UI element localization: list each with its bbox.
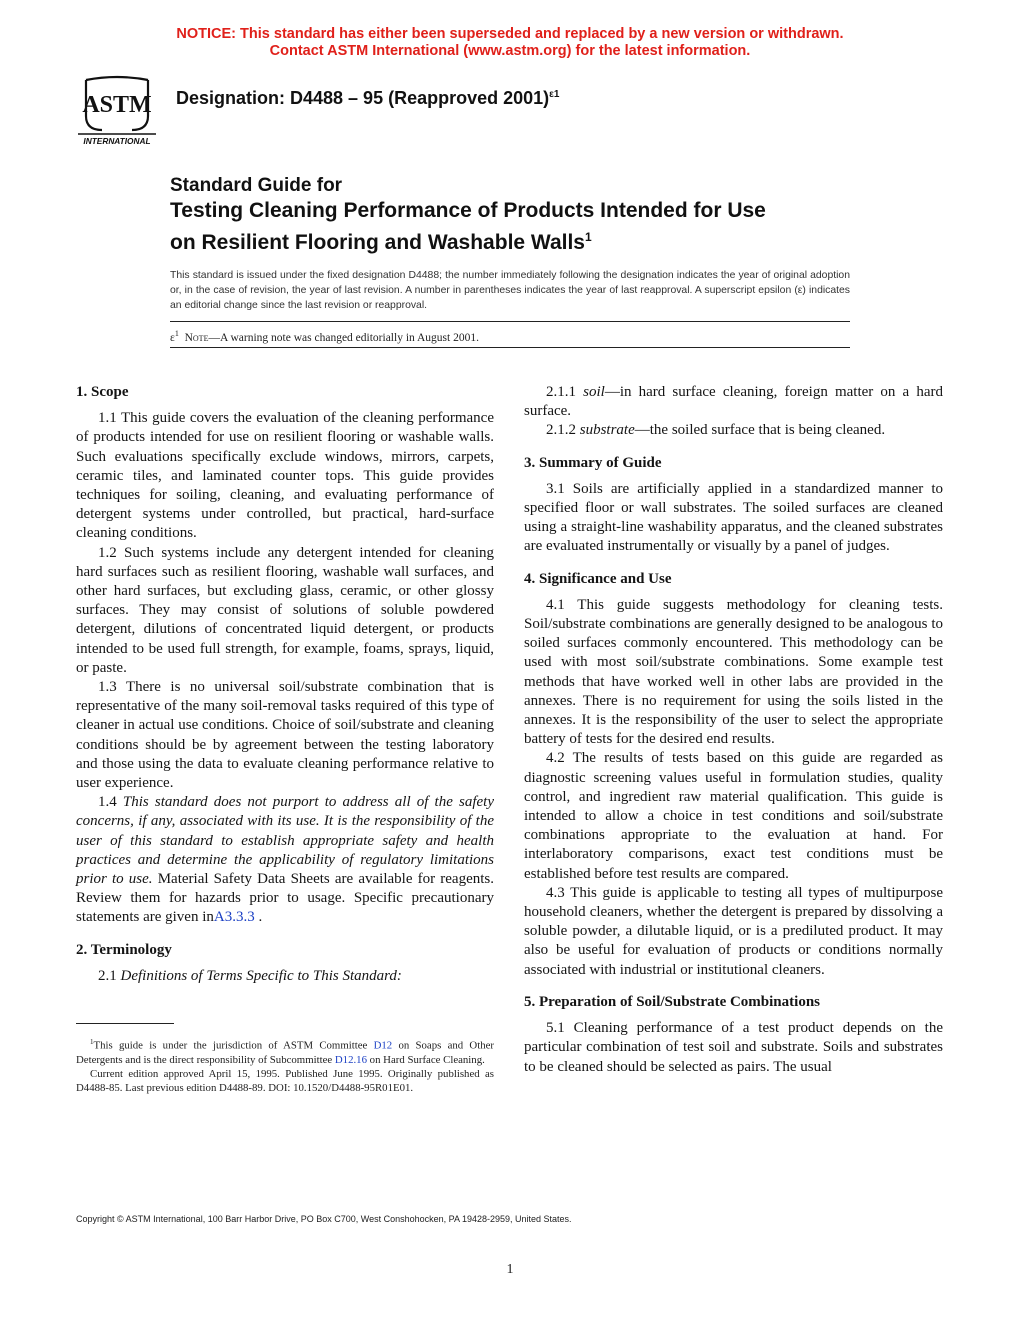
left-column — [76, 383, 494, 986]
para-3-1: 3.1 Soils are artificially applied in a standardized manner to specified floor or wall substrates. The soiled surfaces are cleaned using a straight-line washability apparatus, and the cleaned substrates are evaluated instrumentally or visually by a panel of judges. — [524, 480, 943, 555]
notice-line-2: Contact ASTM International (www.astm.org) for the latest information. — [269, 43, 751, 59]
para-1-2: 1.2 Such systems include any detergent intended for cleaning hard surfaces such as resilient flooring, washable wall surfaces, and other hard surfaces, but excluding glass, ceramic, or other glossy surfaces. They may consist of solutions of soluble powdered detergent, dilutions of concentrated liquid detergent, or products intended to be used full strength, for example, foams, sprays, liquid, or paste. — [76, 544, 494, 676]
footnote-rule — [76, 1023, 174, 1024]
para-4-2: 4.2 The results of tests based on this guide are regarded as diagnostic screening values useful in formulation studies, quality control, and ingredient raw material qualification. This guide is intended to allow a choice in test conditions and soil/substrate combinations appropriate to the evaluation at hand. For interlaboratory comparisons, exact test conditions must be established before test results are compared. — [524, 750, 943, 882]
divider-bottom — [170, 347, 850, 348]
para-2-1-1: 2.1.1 soil—in hard surface cleaning, foreign matter on a hard surface. — [524, 384, 944, 420]
footnote-1: $^1$This guide is under the jurisdiction of ASTM Committee D12 on Soaps and Other Detergents and is the direct responsibility of Subcommittee D12.16 on Hard Surface Cleaning. — [76, 1038, 494, 1066]
para-2-1-2: 2.1.2 substrate—the soiled surface that is being cleaned. — [546, 422, 886, 439]
divider-top — [170, 321, 850, 322]
logo-text: ASTM — [82, 92, 152, 118]
section-heading-preparation: 5. Preparation of Soil/Substrate Combinations — [524, 993, 820, 1010]
footnote — [76, 1035, 494, 1095]
issuance-statement: This standard is issued under the fixed designation D4488; the number immediately following the designation indicates the year of original adoption or, in the case of revision, the year of last revision. A number in parentheses indicates the year of last reapproval. A superscript epsilon (ε) indicates an editorial change since the last revision or reapproval. — [170, 270, 850, 311]
withdrawal-notice — [0, 26, 1020, 60]
para-4-3: 4.3 This guide is applicable to testing all types of multipurpose household cleaners, whether the detergent is prepared by dissolving a soluble powder, a dilutable liquid, or is a prediluted product. It may also be useful for evaluation of products or conditions normally associated with industrial or institutional cleaners. — [524, 884, 943, 978]
title-line-3: on Resilient Flooring and Washable Walls$^1$ — [170, 230, 592, 254]
document-title — [170, 174, 870, 256]
logo-subtext: INTERNATIONAL — [83, 136, 151, 146]
section-heading-summary: 3. Summary of Guide — [524, 454, 662, 471]
link-d12[interactable]: D12 — [373, 1039, 393, 1052]
para-5-1: 5.1 Cleaning performance of a test product depends on the particular combination of test soil and substrate. Soils and substrates to be cleaned should be selected as pairs. The usual — [524, 1020, 943, 1075]
para-2-1: 2.1 Definitions of Terms Specific to This Standard: — [98, 967, 402, 984]
designation-text: Designation: D4488 – 95 (Reapproved 2001) — [176, 88, 550, 108]
title-footnote-ref: 1 — [585, 230, 592, 244]
epsilon-note: $\varepsilon^1$ Note—A warning note was changed editorially in August 2001. — [170, 329, 479, 344]
para-1-3: 1.3 There is no universal soil/substrate combination that is representative of the many soil-removal tasks required of this type of cleaner in actual use conditions. Choice of soil/substrate and cleaning conditions should be by agreement between the testing laboratory and those using the data to evaluate cleaning performance relative to user experience. — [76, 679, 494, 792]
notice-line-1: NOTICE: This standard has either been superseded and replaced by a new version or withdrawn. — [176, 26, 844, 42]
footnote-1-edition: Current edition approved April 15, 1995. Published June 1995. Originally published as D4488-85. Last previous edition D4488-89. DOI: 10.1520/D4488-95R01E01. — [76, 1067, 494, 1094]
section-heading-scope: 1. Scope — [76, 384, 129, 400]
copyright: Copyright © ASTM International, 100 Barr Harbor Drive, PO Box C700, West Conshohocken, PA 19428-2959, United States. — [76, 1214, 572, 1224]
right-column — [524, 383, 943, 1077]
title-line-2: Testing Cleaning Performance of Products Intended for Use — [170, 199, 766, 222]
designation — [176, 88, 559, 109]
title-line-1: Standard Guide for — [170, 175, 343, 196]
page-number: 1 — [506, 1262, 514, 1277]
section-heading-terminology: 2. Terminology — [76, 941, 172, 958]
astm-logo — [72, 72, 162, 152]
para-4-1: 4.1 This guide suggests methodology for cleaning tests. Soil/substrate combinations are generally designed to be analogous to soiled surfaces commonly encountered. This methodology can be used with most soil/substrate combinations. Some example test methods that have worked well in other labs are provided in the annexes. There is no requirement for using the soils listed in the annexes. It is the responsibility of the user to select the appropriate battery of tests for the desired end results. — [524, 596, 943, 748]
para-1-1: 1.1 This guide covers the evaluation of the cleaning performance of products intended for use on resilient flooring or washable walls. Such evaluations specifically exclude windows, mirrors, carpets, ceramic tiles, and laminated counter tops. This guide provides techniques for soiling, cleaning, and evaluating performance of detergent systems under controlled, but practical, hard-surface cleaning conditions. — [76, 410, 494, 542]
para-1-4: 1.4 This standard does not purport to address all of the safety concerns, if any, associated with its use. It is the responsibility of the user of this standard to establish appropriate safety and health practices and determine the applicability of regulatory limitations prior to use. Material Safety Data Sheets are available for reagents. Review them for hazards prior to usage. Specific precautionary statements are given inA3.3.3 . — [76, 794, 495, 926]
section-heading-significance: 4. Significance and Use — [524, 570, 672, 587]
link-a3-3-3[interactable]: A3.3.3 — [213, 909, 255, 926]
designation-sup: ε1 — [549, 89, 560, 100]
link-d12-16[interactable]: D12.16 — [334, 1053, 367, 1066]
